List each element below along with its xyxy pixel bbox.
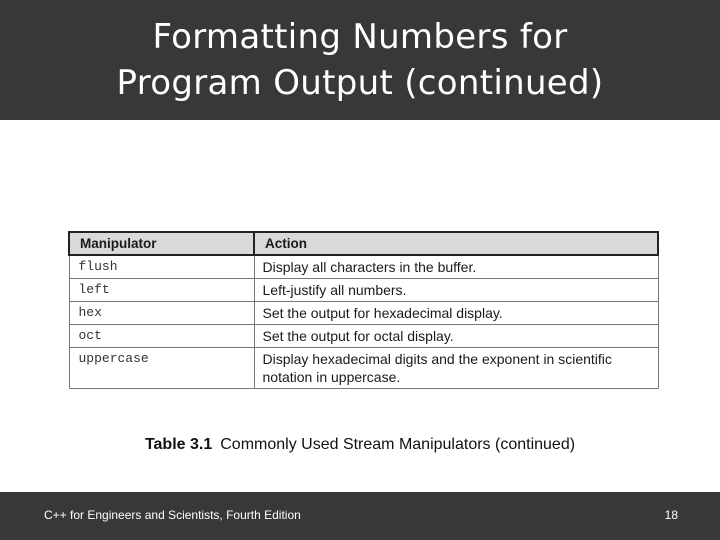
table-row <box>69 302 658 325</box>
table-row <box>69 255 658 279</box>
title-bar <box>0 0 720 120</box>
table-row <box>69 279 658 302</box>
action-cell: Display hexadecimal digits and the exponent in scientific notation in uppercase. <box>254 348 658 389</box>
column-header-action: Action <box>254 232 658 255</box>
table-caption <box>0 436 720 454</box>
table-row <box>69 348 658 389</box>
manipulator-table <box>68 231 659 389</box>
page-number: 18 <box>664 508 678 522</box>
manipulator-cell: flush <box>69 255 254 279</box>
table-row <box>69 325 658 348</box>
caption-text: Commonly Used Stream Manipulators (continued) <box>220 436 576 453</box>
action-cell: Set the output for hexadecimal display. <box>254 302 658 325</box>
slide-title-line-1: Formatting Numbers for <box>152 17 568 57</box>
manipulator-cell: oct <box>69 325 254 348</box>
manipulator-cell: left <box>69 279 254 302</box>
slide-title-line-2: Program Output (continued) <box>116 63 604 103</box>
footer-book-title: C++ for Engineers and Scientists, Fourth Edition <box>44 508 301 522</box>
caption-label: Table 3.1 <box>144 436 213 453</box>
table-header-row <box>69 232 658 255</box>
manipulator-cell: hex <box>69 302 254 325</box>
action-cell: Display all characters in the buffer. <box>254 255 658 279</box>
action-cell: Left-justify all numbers. <box>254 279 658 302</box>
column-header-manipulator: Manipulator <box>69 232 254 255</box>
footer-bar <box>0 492 720 540</box>
manipulator-cell: uppercase <box>69 348 254 389</box>
action-cell: Set the output for octal display. <box>254 325 658 348</box>
